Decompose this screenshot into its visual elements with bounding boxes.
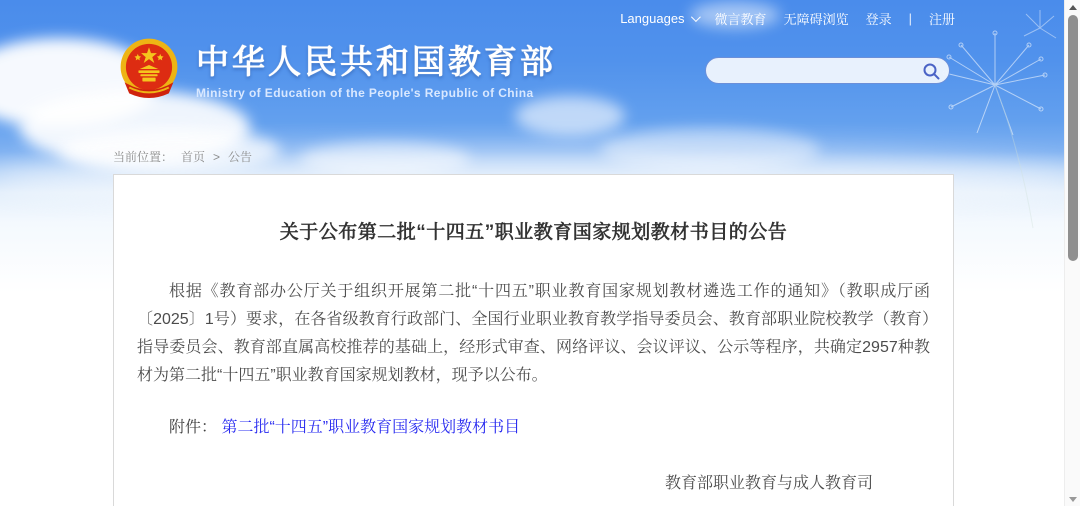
issuer-signature: 教育部职业教育与成人教育司: [664, 475, 873, 492]
site-subtitle: Ministry of Education of the People's Republic of China: [196, 86, 534, 100]
attachment-label: 附件：: [169, 419, 218, 436]
top-utility-nav: [0, 9, 955, 28]
chevron-down-icon: [691, 12, 701, 22]
announcement-card: [113, 174, 954, 506]
cloud-decoration: [515, 96, 625, 136]
page-title: 关于公布第二批“十四五”职业教育国家规划教材书目的公告: [279, 222, 788, 243]
register-link[interactable]: 注册: [928, 12, 955, 27]
search-icon[interactable]: [921, 61, 941, 81]
nav-item-weiyan[interactable]: 微言教育: [714, 12, 767, 27]
scrollbar-thumb[interactable]: [1068, 15, 1078, 261]
attachment-row: [137, 416, 930, 440]
nav-item-accessibility[interactable]: 无障碍浏览: [783, 12, 849, 27]
national-emblem-icon: [116, 36, 182, 102]
breadcrumb-home[interactable]: 首页: [181, 150, 206, 164]
breadcrumb-label: 当前位置：: [113, 150, 174, 164]
site-title-block: [196, 36, 556, 100]
attachment-link[interactable]: 第二批“十四五”职业教育国家规划教材书目: [221, 419, 521, 436]
site-logo[interactable]: [116, 36, 556, 102]
breadcrumb: [113, 148, 252, 165]
languages-menu[interactable]: [620, 11, 697, 26]
scroll-up-button[interactable]: [1065, 0, 1080, 14]
vertical-scrollbar[interactable]: [1064, 0, 1080, 506]
announcement-paragraph: 根据《教育部办公厅关于组织开展第二批“十四五”职业教育国家规划教材遴选工作的通知》（教职成厅函〔2025〕1号）要求，在各省级教育行政部门、全国行业职业教育教学指导委员会、教育部职业院校教学（教育）指导委员会、教育部直属高校推荐的基础上，经形式审查、网络评议、会议评议、公示等程序，共确定2957种教材为第二批“十四五”职业教育国家规划教材，现予以公布。: [137, 283, 930, 384]
search-box: [705, 57, 950, 84]
breadcrumb-separator: >: [213, 149, 221, 164]
nav-divider: |: [908, 11, 912, 26]
scroll-down-button[interactable]: [1065, 492, 1080, 506]
search-input[interactable]: [720, 58, 921, 83]
breadcrumb-current[interactable]: 公告: [228, 150, 253, 164]
triangle-up-icon: [1069, 5, 1077, 10]
login-link[interactable]: 登录: [865, 12, 892, 27]
languages-label: Languages: [620, 11, 685, 26]
site-title: 中华人民共和国教育部: [196, 43, 556, 80]
triangle-down-icon: [1069, 497, 1077, 502]
